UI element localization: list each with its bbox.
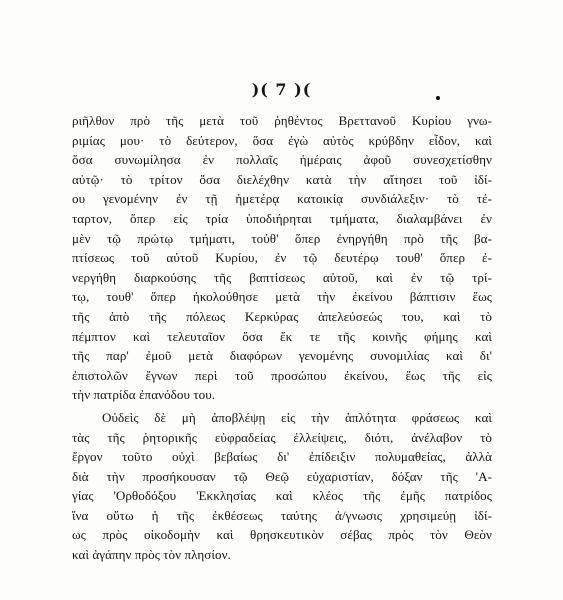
text-line: πέμπτον καὶ τελευταῖον ὅσα ἔκ τε τῆς κοινῆς φήμης καὶ <box>72 328 492 344</box>
text-line: νεργήθη διαρκούσης τῆς βαπτίσεως αὐτοῦ, καὶ ἐν τῷ τρί- <box>72 269 492 285</box>
text-line: διὰ τὴν προσήκουσαν τῷ Θεῷ εὐχαριστίαν, δόξαν τῆς 'Α- <box>72 468 492 484</box>
text-line: ταρτον, ὅπερ εἰς τρία ὑποδιήρηται τμήματα, διαλαμβάνει ἐν <box>72 210 492 226</box>
text-line: πτίσεως τοῦ αὐτοῦ Κυρίου, ἐν τῷ δευτέρῳ τουθ' ὅπερ ἐ- <box>72 250 492 266</box>
text-line: γίας 'Ορθοδόξου 'Εκκλησίας καὶ κλέος τῆς ἐμῆς πατρίδος <box>72 488 492 504</box>
text-line: ἐπιστολῶν ἔγνων περὶ τοῦ προσώπου ἐκείνου, ἕως τῆς εἰς <box>72 367 492 383</box>
text-line: Οὐδεὶς δὲ μὴ ἀποβλέψῃ εἰς τὴν ἁπλότητα φράσεως καὶ <box>102 409 492 425</box>
ink-spot <box>436 96 440 100</box>
text-line: ου γενομένην ἐν τῇ ἡμετέρᾳ κατοικίᾳ συνδιάλεξιν· τὸ τέ- <box>72 191 492 207</box>
text-line: ριμίας μου· τὸ δεύτερον, ὅσα ἐγὼ αὐτὸς κρύβδην εἶδον, καὶ <box>72 132 492 148</box>
text-line: ἔργον τοῦτο οὐχὶ βεβαίως δι' ἐπίδειξιν πολυμαθείας, ἀλλὰ <box>72 449 492 465</box>
text-line: τὰς τῆς ῥητορικῆς εὐφραδείας ἐλλείψεις, διότι, ἀνέλαβον τὸ <box>72 429 492 445</box>
text-line: τῳ, τουθ' ὅπερ ἠκολούθησε μετὰ τὴν ἐκείνου βάπτισιν ἕως <box>72 289 492 305</box>
body-text <box>72 111 492 565</box>
text-line: τῆς παρ' ἐμοῦ μετὰ διαφόρων γενομένης συνομιλίας καὶ δι' <box>72 348 492 364</box>
text-line: αὐτῷ· τὸ τρίτον ὅσα διελέχθην κατὰ τὴν αἴτησει τοῦ ἰδί- <box>72 171 492 187</box>
text-line: ἵνα οὕτω ἡ τῆς ἐκθέσεως ταύτης ἀ/γνωσις χρησιμεύῃ ἰδί- <box>72 507 492 523</box>
paragraph-2 <box>72 408 492 565</box>
text-line: μὲν τῷ πρώτῳ τμήματι, τοὐθ' ὅπερ ἐνηργήθη πρὸ τῆς βα- <box>72 230 492 246</box>
paragraph-1 <box>72 111 492 405</box>
page-number: )( 7 )( <box>251 80 312 99</box>
text-line: τὴν πατρίδα ἐπανόδου του. <box>72 387 216 403</box>
text-line: ὅσα συνωμίλησα ἐν πολλαῖς ἡμέραις ἀφοῦ συνεσχετίσθην <box>72 152 492 168</box>
text-line: ως πρὸς οἰκοδομὴν καὶ θρησκευτικὸν σέβας πρὸς τὸν Θεὸν <box>72 527 492 543</box>
text-line: καὶ ἀγάπην πρὸς τὸν πλησίον. <box>72 547 231 563</box>
text-line: ριῆλθον πρὸ τῆς μετὰ τοῦ ῥηθέντος Βρεττανοῦ Κυρίου γνω- <box>72 113 492 128</box>
text-line: τῆς ἀπὸ τῆς πόλεως Κερκύρας ἀπελεύσεώς του, καὶ τὸ <box>72 308 492 324</box>
